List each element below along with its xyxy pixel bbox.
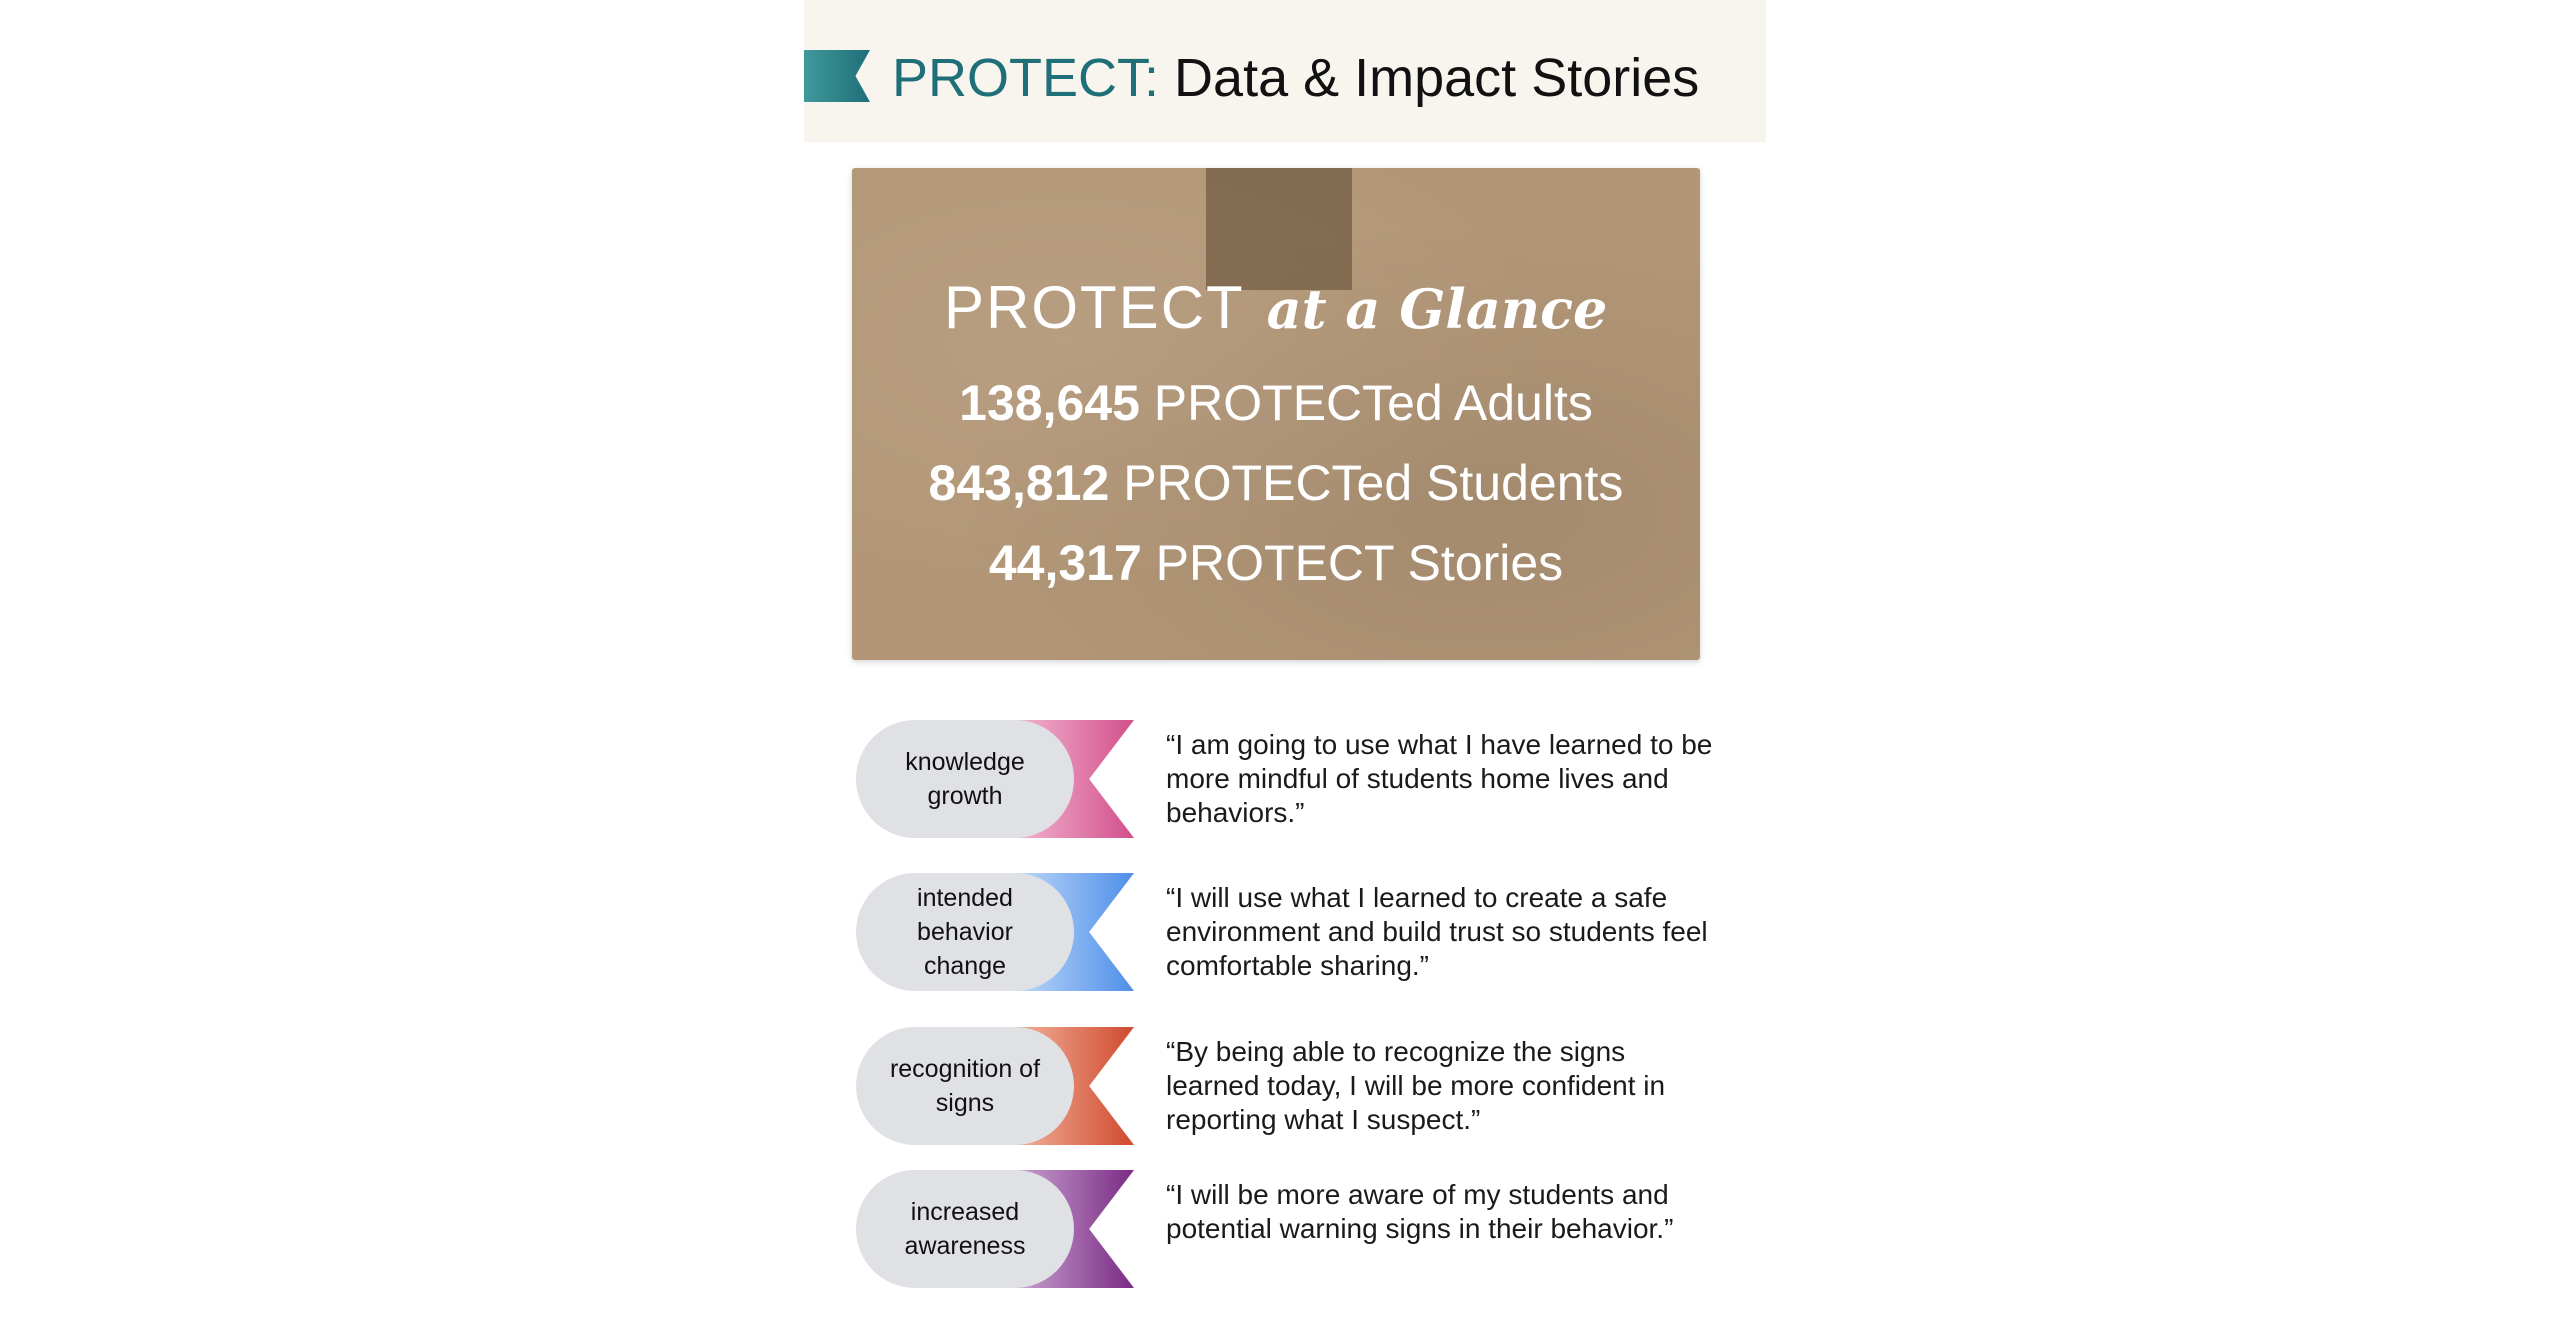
stat-label: PROTECTed Adults (1153, 375, 1593, 431)
stat-adults (852, 368, 1700, 438)
stat-label: PROTECT Stories (1155, 535, 1564, 591)
stat-stories (852, 528, 1700, 598)
stat-label: PROTECTed Students (1123, 455, 1624, 511)
pill-line: intended (917, 884, 1013, 912)
impact-pill (856, 873, 1074, 991)
title-accent: PROTECT: (892, 48, 1160, 108)
ribbon-flag-icon (804, 50, 870, 102)
glance-heading-script: at a Glance (1266, 277, 1608, 341)
title-text: Data & Impact Stories (1174, 48, 1700, 108)
glance-heading (944, 268, 1607, 348)
at-a-glance-card (852, 168, 1700, 660)
impact-quote: “By being able to recognize the signs learned today, I will be more confident in reporting what I suspect.” (1166, 1036, 1666, 1135)
impact-quote: “I will use what I learned to create a safe environment and build trust so students feel comfortable sharing.” (1166, 882, 1708, 981)
pill-line: awareness (904, 1232, 1026, 1260)
glance-heading-main: PROTECT (944, 274, 1245, 341)
impact-increased-awareness (856, 1170, 1716, 1290)
impact-intended-behavior-change (856, 873, 1716, 993)
pill-line: signs (935, 1089, 995, 1117)
stat-number: 138,645 (959, 375, 1140, 431)
impact-pill (856, 720, 1074, 838)
stat-number: 843,812 (928, 455, 1110, 511)
pill-line: behavior (917, 918, 1013, 946)
stat-number: 44,317 (988, 535, 1142, 591)
pill-line: recognition of (889, 1055, 1041, 1083)
impact-pill (856, 1027, 1074, 1145)
stat-students (852, 448, 1700, 518)
impact-quote: “I am going to use what I have learned to be more mindful of students home lives and behaviors.” (1166, 729, 1713, 828)
pill-line: growth (927, 782, 1003, 810)
impact-pill (856, 1170, 1074, 1288)
pill-line: change (923, 952, 1007, 980)
page-header (804, 0, 1766, 142)
page-title (892, 38, 1699, 118)
impact-quote: “I will be more aware of my students and potential warning signs in their behavior.” (1166, 1179, 1674, 1244)
pill-line: knowledge (905, 748, 1025, 776)
pill-line: increased (910, 1198, 1020, 1226)
impact-knowledge-growth (856, 720, 1716, 840)
impact-recognition-of-signs (856, 1027, 1716, 1147)
